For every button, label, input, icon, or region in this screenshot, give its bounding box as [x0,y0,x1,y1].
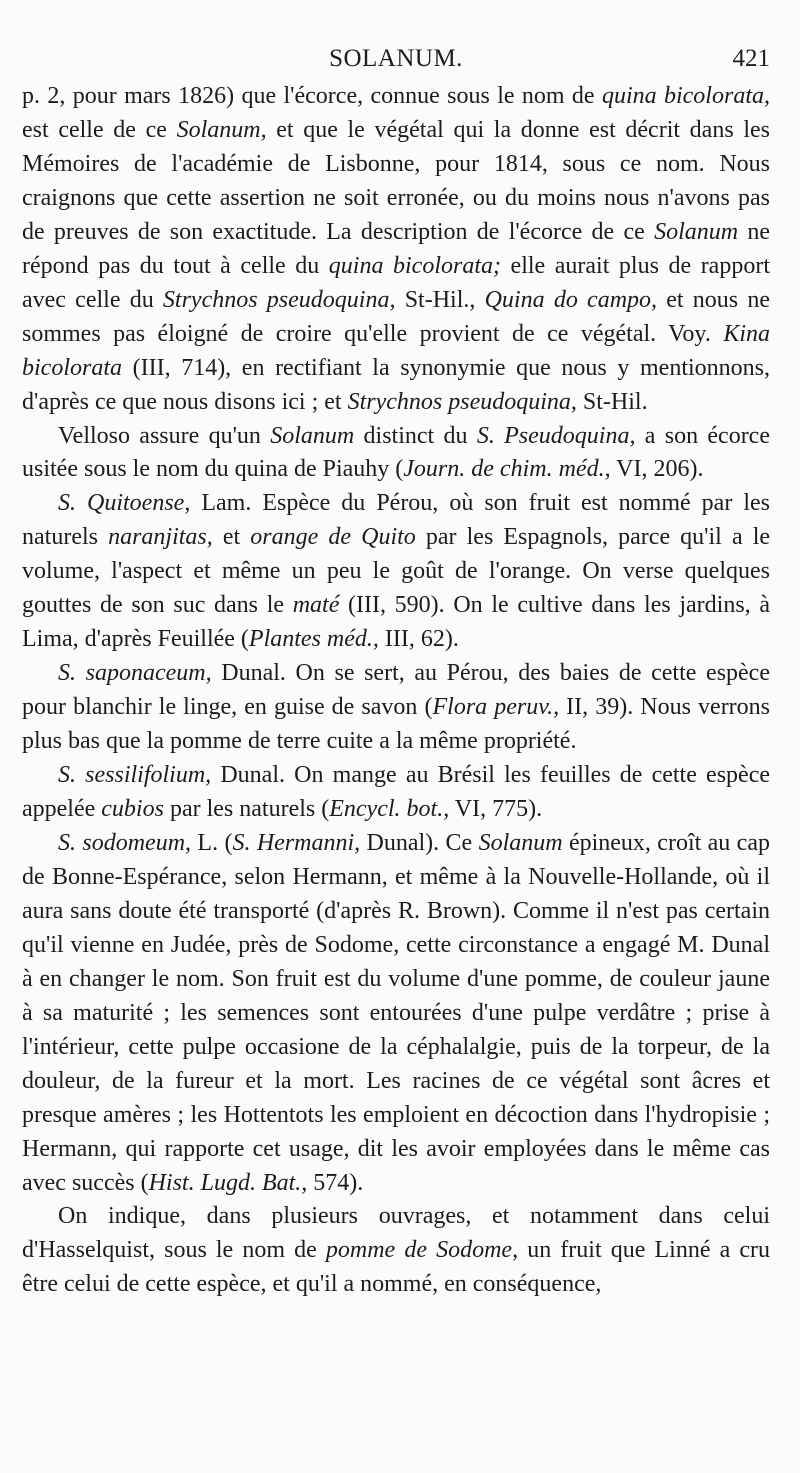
text-run: et nous ne sommes pas éloigné de croire qu'elle provient de ce végétal. Voy. [22,286,771,347]
italic-text-run: S. saponaceum, [58,660,212,687]
text-run: VI, 206). [610,456,704,483]
text-run: et [212,524,251,551]
italic-text-run: quina bicolorata, [601,83,770,109]
paragraph-velloso [22,420,770,488]
italic-text-run: Plantes méd., [248,626,379,653]
italic-text-run: Solanum [654,218,739,245]
text-run: elle aurait plus de rapport avec celle du [22,252,770,313]
page-body [22,80,770,1302]
italic-text-run: maté [292,592,340,619]
running-title: SOLANUM. [329,45,463,72]
text-run: distinct du [354,422,477,449]
page-number: 421 [732,45,770,72]
text-run: et que le végétal qui la donne est décrit dans les Mémoires de l'académie de Lisbonne, pour 1814, sous ce nom. Nous craignons que cette assertion ne soit erronée, ou du moins nous n'avons pas de preuves de son exactitude. La description de l'écorce de ce [22,116,770,245]
italic-text-run: Kina bicolorata [22,320,770,381]
italic-text-run: Quina do campo, [484,286,658,313]
italic-text-run: S. sodomeum, [58,829,192,856]
italic-text-run: Encycl. bot., [329,796,450,823]
italic-text-run: pomme de Sodome, [325,1237,519,1264]
text-run: Dunal. On mange au Brésil les feuilles de cette espèce appelée [22,762,770,823]
paragraph-s-saponaceum [22,657,770,759]
paragraph-s-sodomeum [22,827,770,1200]
text-run: est celle de ce [22,116,177,143]
text-run: III, 62). [378,626,459,653]
italic-text-run: orange de Quito [250,524,416,551]
text-run: II, 39). Nous verrons plus bas que la pomme de terre cuite a la même propriété. [22,694,771,755]
italic-text-run: cubios [101,796,164,823]
text-run: épineux, croît au cap de Bonne-Espérance, selon Hermann, et même à la Nouvelle-Hollande, où il aura sans doute été transporté (d'après R. Brown). Comme il n'est pas certain qu'il vienne en Judée, près de Sodome, cette circonstance a engagé M. Dunal à en changer le nom. Son fruit est du volume d'une pomme, de couleur jaune à sa maturité ; les semences sont entourées d'une pulpe verdâtre ; prise à l'intérieur, cette pulpe occasione de la céphalalgie, puis de la torpeur, de la douleur, de la fureur et la mort. Les racines de ce végétal sont âcres et presque amères ; les Hottentots les emploient en décoction dans l'hydropisie ; Hermann, qui rapporte cet usage, dit les avoir employées dans le même cas avec succès ( [22,829,770,1196]
italic-text-run: S. Pseudoquina, [476,422,636,449]
italic-text-run: Hist. Lugd. Bat., [148,1169,308,1196]
italic-text-run: Strychnos pseudoquina, [347,388,577,415]
italic-text-run: S. sessilifolium, [58,762,212,789]
paragraph-s-sessilifolium [22,759,770,827]
italic-text-run: Solanum [270,422,355,449]
text-run: a son écorce usitée sous le nom du quina de Piauhy ( [22,422,770,483]
text-run: 574). [307,1169,364,1196]
text-run: par les naturels ( [163,796,330,823]
italic-text-run: Journ. de chim. méd., [403,456,611,483]
text-run: L. ( [191,829,233,856]
italic-text-run: S. Hermanni, [232,829,361,856]
paragraph-quina-bicolorata [22,80,770,420]
italic-text-run: S. Quitoense, [58,490,191,517]
text-run: ne répond pas du tout à celle du [22,218,770,279]
text-run: VI, 775). [449,796,543,823]
text-run: St-Hil. [576,388,648,415]
italic-text-run: quina bicolorata; [328,252,501,279]
italic-text-run: naranjitas, [108,524,213,551]
text-run: Velloso assure qu'un [58,422,271,449]
italic-text-run: Strychnos pseudoquina, [162,286,396,313]
italic-text-run: Solanum, [176,116,267,143]
text-run: un fruit que Linné a cru être celui de cette espèce, et qu'il a nommé, en conséquence, [22,1237,771,1298]
text-run: Dunal. On se sert, au Pérou, des baies de cette espèce pour blanchir le linge, en guise de savon ( [22,660,770,721]
text-run: p. 2, pour mars 1826) que l'écorce, connue sous le nom de [22,83,602,109]
page-header [22,40,770,80]
paragraph-s-quitoense [22,487,770,657]
text-run: (III, 590). On le cultive dans les jardins, à Lima, d'après Feuillée ( [22,592,771,653]
text-run: On indique, dans plusieurs ouvrages, et notamment dans celui d'Hasselquist, sous le nom de [22,1203,770,1264]
text-run: Lam. Espèce du Pérou, où son fruit est nommé par les naturels [22,490,770,551]
italic-text-run: Flora peruv., [432,694,560,721]
text-run: St-Hil., [395,286,485,313]
italic-text-run: Solanum [478,829,563,856]
paragraph-pomme-de-sodome [22,1200,770,1302]
text-run: par les Espagnols, parce qu'il a le volume, l'aspect et même un peu le goût de l'orange. On verse quelques gouttes de son suc dans le [22,524,771,619]
text-run: Dunal). Ce [360,829,479,856]
text-run: (III, 714), en rectifiant la synonymie que nous y mentionnons, d'après ce que nous disons ici ; et [22,354,770,415]
